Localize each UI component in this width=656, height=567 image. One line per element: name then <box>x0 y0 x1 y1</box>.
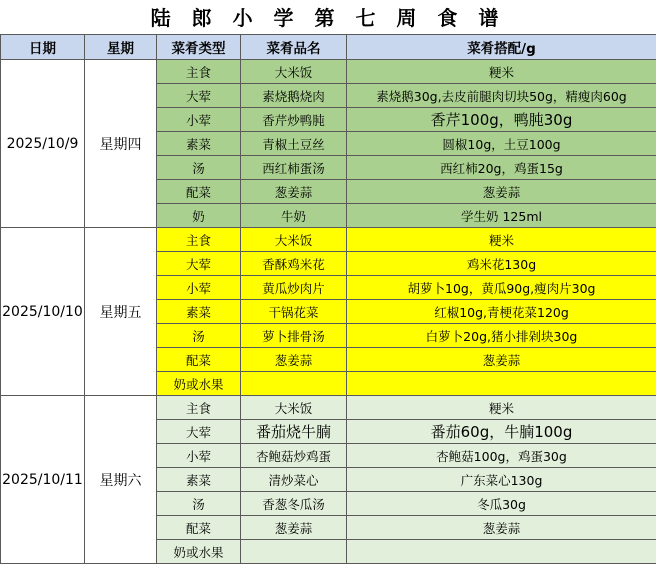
header-date: 日期 <box>1 35 85 60</box>
dish-combo-cell: 粳米 <box>347 396 656 420</box>
header-row <box>1 35 656 60</box>
dish-combo-cell <box>347 372 656 396</box>
dish-combo-cell: 白萝卜20g,猪小排剁块30g <box>347 324 656 348</box>
day-group <box>1 396 656 564</box>
dish-name-cell: 干锅花菜 <box>241 300 347 324</box>
dish-combo-cell: 冬瓜30g <box>347 492 656 516</box>
dish-type-cell: 配菜 <box>157 180 241 204</box>
table-row <box>1 396 656 420</box>
dish-combo-cell: 西红柿20g，鸡蛋15g <box>347 156 656 180</box>
dish-type-cell: 素菜 <box>157 300 241 324</box>
dish-name-cell: 大米饭 <box>241 228 347 252</box>
dish-name-cell: 黄瓜炒肉片 <box>241 276 347 300</box>
dish-name-cell: 牛奶 <box>241 204 347 228</box>
dish-name-cell: 葱姜蒜 <box>241 180 347 204</box>
dish-type-cell: 主食 <box>157 396 241 420</box>
header-dish-name: 菜肴品名 <box>241 35 347 60</box>
dish-name-cell: 大米饭 <box>241 396 347 420</box>
weekday-cell: 星期四 <box>85 60 157 228</box>
header-dish-type: 菜肴类型 <box>157 35 241 60</box>
dish-type-cell: 奶或水果 <box>157 372 241 396</box>
header-dish-combo: 菜肴搭配/g <box>347 35 656 60</box>
dish-type-cell: 主食 <box>157 60 241 84</box>
header-weekday: 星期 <box>85 35 157 60</box>
dish-type-cell: 小荤 <box>157 444 241 468</box>
dish-combo-cell: 葱姜蒜 <box>347 516 656 540</box>
dish-combo-cell: 广东菜心130g <box>347 468 656 492</box>
dish-name-cell: 葱姜蒜 <box>241 516 347 540</box>
dish-type-cell: 配菜 <box>157 348 241 372</box>
date-cell: 2025/10/11 <box>1 396 85 564</box>
dish-name-cell: 萝卜排骨汤 <box>241 324 347 348</box>
dish-name-cell: 大米饭 <box>241 60 347 84</box>
dish-combo-cell: 素烧鹅30g,去皮前腿肉切块50g，精瘦肉60g <box>347 84 656 108</box>
dish-combo-cell: 鸡米花130g <box>347 252 656 276</box>
dish-combo-cell: 杏鲍菇100g，鸡蛋30g <box>347 444 656 468</box>
dish-combo-cell: 粳米 <box>347 60 656 84</box>
dish-combo-cell: 学生奶 125ml <box>347 204 656 228</box>
dish-type-cell: 大荤 <box>157 420 241 444</box>
dish-combo-cell: 红椒10g,青梗花菜120g <box>347 300 656 324</box>
table-row <box>1 60 656 84</box>
dish-type-cell: 汤 <box>157 156 241 180</box>
dish-combo-cell: 葱姜蒜 <box>347 180 656 204</box>
dish-type-cell: 汤 <box>157 324 241 348</box>
dish-name-cell: 杏鲍菇炒鸡蛋 <box>241 444 347 468</box>
dish-name-cell: 香葱冬瓜汤 <box>241 492 347 516</box>
dish-type-cell: 大荤 <box>157 84 241 108</box>
dish-type-cell: 大荤 <box>157 252 241 276</box>
dish-type-cell: 素菜 <box>157 132 241 156</box>
dish-name-cell: 西红柿蛋汤 <box>241 156 347 180</box>
dish-name-cell <box>241 540 347 564</box>
dish-type-cell: 小荤 <box>157 276 241 300</box>
dish-combo-cell: 胡萝卜10g，黄瓜90g,瘦肉片30g <box>347 276 656 300</box>
day-group <box>1 60 656 228</box>
menu-title: 陆 郎 小 学 第 七 周 食 谱 <box>150 6 506 30</box>
dish-combo-cell: 粳米 <box>347 228 656 252</box>
dish-name-cell: 番茄烧牛腩 <box>241 420 347 444</box>
dish-combo-cell: 番茄60g，牛腩100g <box>347 420 656 444</box>
dish-type-cell: 汤 <box>157 492 241 516</box>
dish-combo-cell: 葱姜蒜 <box>347 348 656 372</box>
table-row <box>1 228 656 252</box>
dish-name-cell: 葱姜蒜 <box>241 348 347 372</box>
dish-name-cell: 香酥鸡米花 <box>241 252 347 276</box>
weekly-menu-table <box>0 34 656 564</box>
dish-name-cell: 清炒菜心 <box>241 468 347 492</box>
dish-combo-cell: 圆椒10g，土豆100g <box>347 132 656 156</box>
dish-name-cell <box>241 372 347 396</box>
dish-type-cell: 配菜 <box>157 516 241 540</box>
dish-combo-cell <box>347 540 656 564</box>
weekday-cell: 星期六 <box>85 396 157 564</box>
dish-type-cell: 奶 <box>157 204 241 228</box>
dish-name-cell: 香芹炒鸭肫 <box>241 108 347 132</box>
weekday-cell: 星期五 <box>85 228 157 396</box>
dish-combo-cell: 香芹100g，鸭肫30g <box>347 108 656 132</box>
day-group <box>1 228 656 396</box>
dish-type-cell: 奶或水果 <box>157 540 241 564</box>
dish-type-cell: 小荤 <box>157 108 241 132</box>
dish-name-cell: 青椒土豆丝 <box>241 132 347 156</box>
dish-type-cell: 素菜 <box>157 468 241 492</box>
dish-type-cell: 主食 <box>157 228 241 252</box>
date-cell: 2025/10/10 <box>1 228 85 396</box>
date-cell: 2025/10/9 <box>1 60 85 228</box>
dish-name-cell: 素烧鹅烧肉 <box>241 84 347 108</box>
